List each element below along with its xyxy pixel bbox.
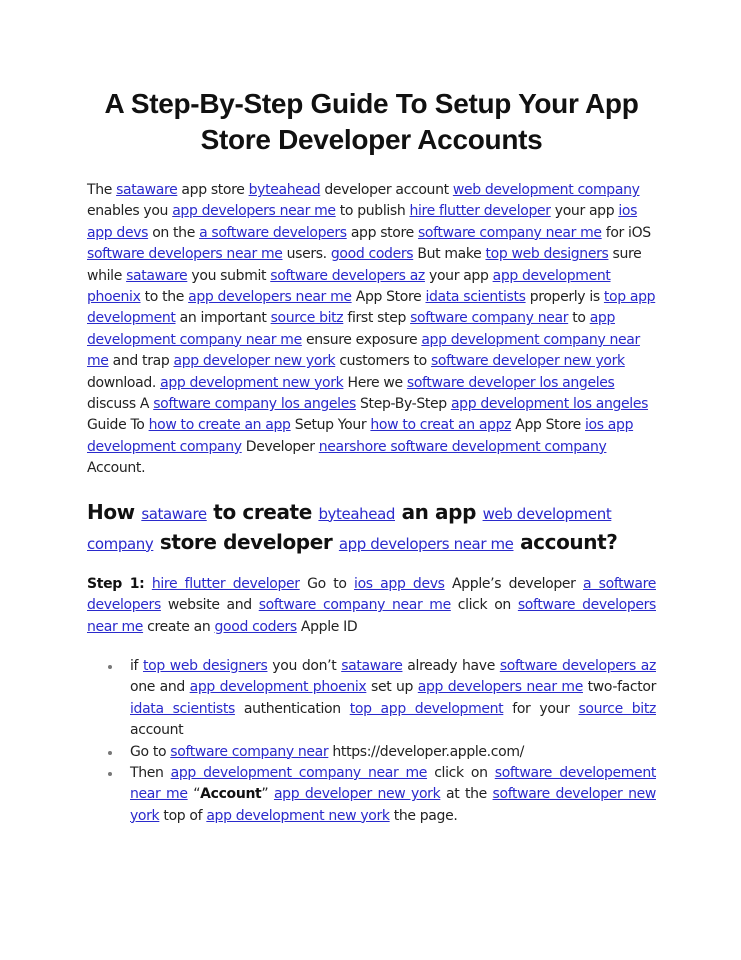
- inline-link[interactable]: software developer new york: [430, 353, 625, 370]
- text: Apple ID: [296, 618, 358, 635]
- text: two-factor: [582, 679, 656, 696]
- text: first step: [343, 310, 411, 327]
- inline-link[interactable]: software developers az: [499, 657, 656, 674]
- inline-link[interactable]: hire flutter developer: [151, 575, 300, 592]
- inline-link[interactable]: app development company near me: [170, 764, 428, 781]
- inline-link[interactable]: nearshore software development company: [318, 438, 607, 455]
- text: your app: [550, 203, 619, 220]
- inline-link[interactable]: software developer new york: [130, 786, 656, 824]
- inline-link[interactable]: a software developers: [87, 575, 656, 614]
- inline-link[interactable]: top app development: [349, 700, 504, 717]
- bullet-item: [130, 763, 656, 827]
- inline-link[interactable]: web development company: [452, 182, 640, 198]
- inline-link[interactable]: source bitz: [578, 700, 656, 717]
- text: download.: [87, 374, 161, 391]
- inline-link[interactable]: software company near: [170, 743, 329, 760]
- inline-link[interactable]: hire flutter developer: [409, 203, 551, 220]
- section-heading: [87, 498, 656, 558]
- inline-link[interactable]: software company los angeles: [153, 396, 356, 413]
- inline-link[interactable]: how to create an app: [148, 417, 291, 434]
- inline-link[interactable]: software company near me: [258, 597, 451, 614]
- text: Guide To: [87, 417, 149, 434]
- text: for iOS: [601, 224, 651, 241]
- text: to the: [140, 289, 189, 306]
- text: users.: [282, 246, 331, 263]
- bold-text: Account: [200, 786, 262, 803]
- inline-link[interactable]: byteahead: [248, 182, 321, 198]
- inline-link[interactable]: software company near me: [417, 224, 602, 241]
- inline-link[interactable]: app development new york: [206, 807, 390, 824]
- inline-link[interactable]: sataware: [341, 657, 403, 674]
- text: on the: [148, 224, 200, 241]
- text: at the: [440, 786, 493, 803]
- text: to: [568, 310, 590, 327]
- text: website and: [160, 597, 259, 614]
- text: for your: [503, 700, 579, 717]
- text: The: [87, 182, 117, 198]
- text: ”: [261, 786, 274, 803]
- bold-text: Step 1:: [87, 575, 145, 592]
- inline-link[interactable]: byteahead: [318, 504, 395, 523]
- text: https://developer.apple.com/: [328, 743, 524, 760]
- inline-link[interactable]: app developers near me: [338, 534, 514, 553]
- text: Setup Your: [290, 417, 371, 434]
- inline-link[interactable]: idata scientists: [130, 700, 235, 717]
- inline-link[interactable]: app development company near me: [87, 310, 616, 348]
- inline-link[interactable]: app development new york: [160, 374, 344, 391]
- text: the page.: [389, 807, 458, 824]
- text: and trap: [108, 353, 174, 370]
- inline-link[interactable]: good coders: [330, 246, 414, 263]
- text: top of: [159, 807, 207, 824]
- inline-link[interactable]: app developers near me: [172, 203, 336, 220]
- text: But make: [413, 246, 486, 263]
- text: you don’t: [267, 657, 342, 674]
- inline-link[interactable]: idata scientists: [425, 289, 526, 306]
- bullet-item: [130, 656, 656, 742]
- text: [144, 576, 151, 592]
- inline-link[interactable]: top app development: [87, 289, 656, 327]
- bold-text: account?: [513, 529, 618, 554]
- inline-link[interactable]: app development phoenix: [189, 679, 367, 696]
- inline-link[interactable]: software developers near me: [87, 597, 656, 635]
- text: Here we: [343, 374, 407, 391]
- inline-link[interactable]: app developers near me: [188, 289, 352, 306]
- inline-link[interactable]: app development los angeles: [450, 396, 649, 413]
- inline-link[interactable]: app developer new york: [173, 353, 336, 370]
- bullet-item: [130, 742, 656, 763]
- inline-link[interactable]: app developer new york: [273, 786, 441, 803]
- inline-link[interactable]: sataware: [116, 182, 178, 198]
- bold-text: an app: [395, 499, 483, 524]
- text: to publish: [335, 203, 410, 220]
- text: create an: [143, 618, 215, 635]
- text: App Store: [351, 289, 426, 306]
- text: you submit: [187, 267, 271, 284]
- inline-link[interactable]: software developement near me: [130, 764, 656, 803]
- text: ensure exposure: [301, 331, 422, 348]
- text: Go to: [299, 575, 355, 592]
- text: “: [187, 786, 201, 803]
- text: discuss A: [87, 396, 154, 413]
- text: authentication: [234, 700, 350, 717]
- text: Go to: [130, 743, 171, 760]
- inline-link[interactable]: software developer los angeles: [406, 374, 615, 391]
- text: enables you: [87, 203, 173, 220]
- text: set up: [366, 679, 418, 696]
- step-1-paragraph: [87, 574, 656, 638]
- inline-link[interactable]: ios app devs: [87, 203, 638, 241]
- inline-link[interactable]: top web designers: [142, 657, 268, 674]
- text: developer account: [320, 182, 453, 198]
- text: one and: [130, 679, 190, 696]
- text: customers to: [335, 353, 431, 370]
- bold-text: How: [87, 499, 142, 524]
- text: App Store: [511, 417, 585, 434]
- document-page: [87, 86, 656, 827]
- text: if: [130, 657, 143, 674]
- page-title: A Step-By-Step Guide To Setup Your App Store Developer Accounts: [104, 88, 639, 155]
- text: account: [130, 722, 184, 739]
- inline-link[interactable]: sataware: [141, 504, 207, 523]
- bold-text: to create: [206, 499, 319, 524]
- text: Developer: [241, 438, 319, 455]
- text: app store: [346, 224, 418, 241]
- text: your app: [424, 267, 493, 284]
- inline-link[interactable]: software developers near me: [87, 246, 283, 263]
- inline-link[interactable]: ios app devs: [354, 575, 445, 592]
- bold-text: store developer: [153, 529, 339, 554]
- inline-link[interactable]: software developers az: [270, 267, 425, 284]
- inline-link[interactable]: a software developers: [199, 224, 347, 241]
- inline-link[interactable]: app development company near me: [87, 331, 640, 370]
- text: Then: [130, 764, 171, 781]
- text: Step-By-Step: [355, 396, 451, 413]
- inline-link[interactable]: how to creat an appz: [370, 417, 512, 434]
- text: sure while: [87, 246, 642, 284]
- inline-link[interactable]: top web designers: [485, 246, 609, 263]
- inline-link[interactable]: ios app development company: [87, 417, 634, 455]
- inline-link[interactable]: app development phoenix: [87, 267, 611, 306]
- text: an important: [175, 310, 271, 327]
- text: Apple’s developer: [444, 575, 583, 592]
- text: click on: [450, 597, 518, 614]
- text: already have: [402, 657, 500, 674]
- text: click on: [427, 764, 495, 781]
- text: app store: [177, 182, 249, 198]
- inline-link[interactable]: app developers near me: [417, 679, 583, 696]
- inline-link[interactable]: sataware: [126, 267, 188, 284]
- inline-link[interactable]: source bitz: [270, 310, 344, 327]
- intro-paragraph: [87, 180, 656, 480]
- step-bullet-list: [87, 656, 656, 827]
- inline-link[interactable]: software company near: [410, 310, 569, 327]
- inline-link[interactable]: web development company: [87, 504, 612, 553]
- text: Account.: [87, 460, 146, 477]
- inline-link[interactable]: good coders: [214, 618, 297, 635]
- text: properly is: [525, 289, 604, 306]
